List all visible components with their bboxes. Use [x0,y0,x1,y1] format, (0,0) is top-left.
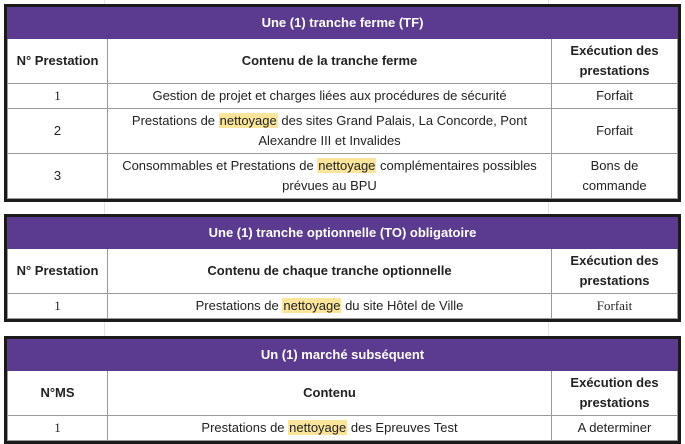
table-marche-subsequent [4,336,681,444]
table-title: Une (1) tranche optionnelle (TO) obligatoire [8,218,678,249]
column-header-content: Contenu [108,371,552,416]
table-row [8,154,678,199]
column-header-execution: Exécution des prestations [552,249,678,294]
column-header-execution: Exécution des prestations [552,371,678,416]
table-row [8,84,678,109]
row-execution: Forfait [552,84,678,109]
column-header-execution: Exécution des prestations [552,39,678,84]
table-title: Un (1) marché subséquent [8,340,678,371]
row-execution: Forfait [552,294,678,319]
row-content: Prestations de nettoyage des Epreuves Test [108,416,552,441]
row-execution: Forfait [552,109,678,154]
table-tranche-optionnelle [4,214,681,322]
column-header-number: N° Prestation [8,39,108,84]
column-header-content: Contenu de chaque tranche optionnelle [108,249,552,294]
table-tranche-ferme [4,4,681,202]
table-row [8,294,678,319]
row-number: 1 [8,294,108,319]
row-content: Consommables et Prestations de nettoyage complémentaires possibles prévues au BPU [108,154,552,199]
row-number: 2 [8,109,108,154]
table-title: Une (1) tranche ferme (TF) [8,8,678,39]
row-number: 3 [8,154,108,199]
row-execution: A determiner [552,416,678,441]
row-number: 1 [8,84,108,109]
column-header-number: N° Prestation [8,249,108,294]
row-content: Prestations de nettoyage des sites Grand Palais, La Concorde, Pont Alexandre III et Invalides [108,109,552,154]
table-row [8,109,678,154]
column-header-content: Contenu de la tranche ferme [108,39,552,84]
highlight-text: nettoyage [318,158,376,173]
column-header-number: N°MS [8,371,108,416]
row-execution: Bons de commande [552,154,678,199]
highlight-text: nettoyage [219,113,277,128]
row-number: 1 [8,416,108,441]
table-row [8,416,678,441]
row-content: Prestations de nettoyage du site Hôtel de Ville [108,294,552,319]
row-content: Gestion de projet et charges liées aux procédures de sécurité [108,84,552,109]
highlight-text: nettoyage [289,420,347,435]
highlight-text: nettoyage [283,298,341,313]
